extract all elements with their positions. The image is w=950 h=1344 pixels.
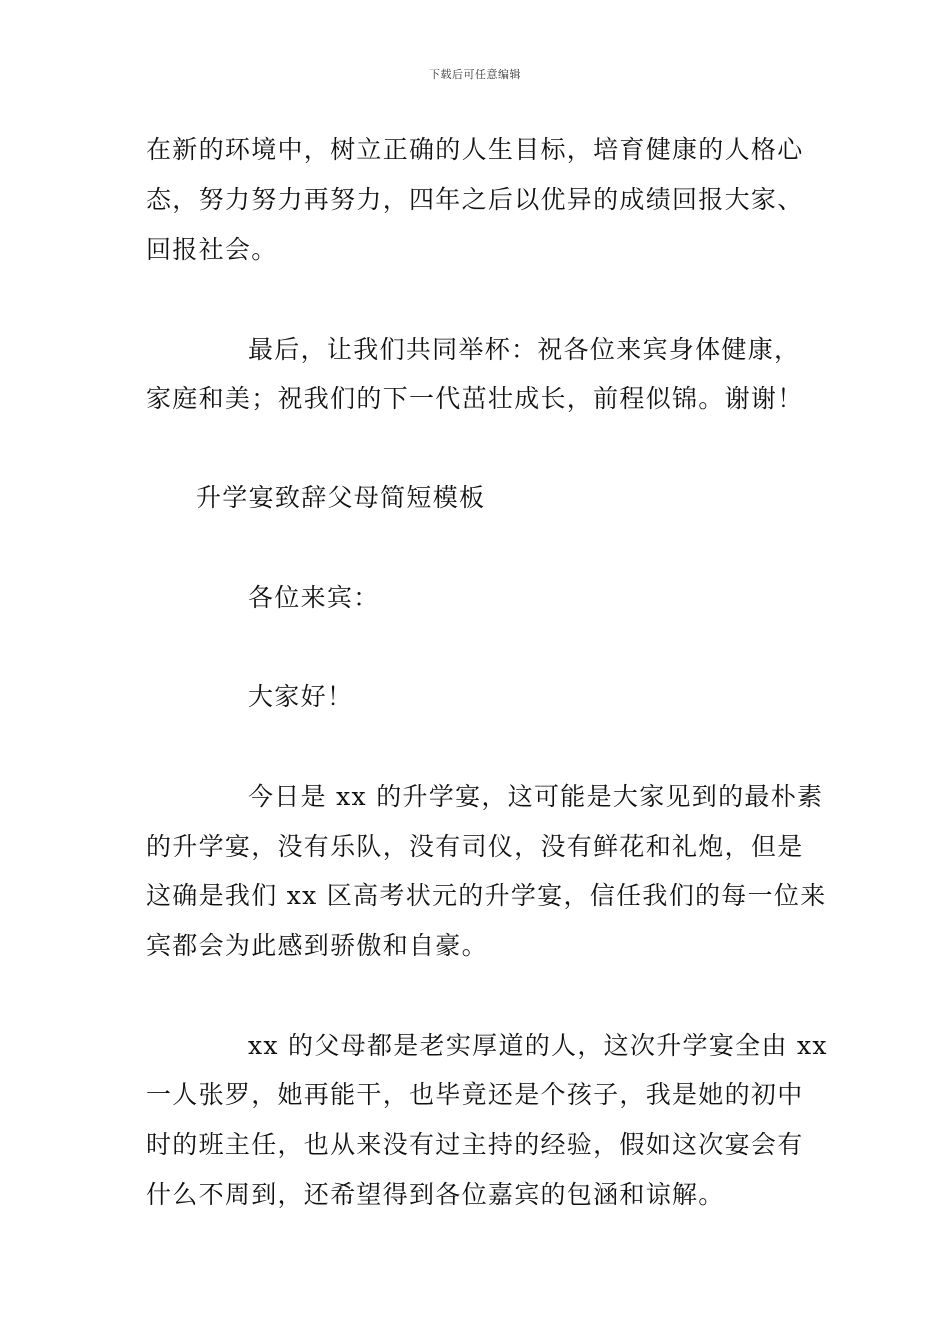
body-line: 的升学宴，没有乐队，没有司仪，没有鲜花和礼炮，但是: [146, 832, 804, 861]
body-line: xx 的父母都是老实厚道的人，这次升学宴全由 xx: [248, 1031, 828, 1060]
section-title: 升学宴致辞父母简短模板: [196, 483, 486, 512]
body-line: 这确是我们 xx 区高考状元的升学宴，信任我们的每一位来: [146, 881, 827, 910]
body-line: 时的班主任，也从来没有过主持的经验，假如这次宴会有: [146, 1130, 804, 1159]
salutation: 各位来宾：: [248, 583, 380, 612]
body-line: 家庭和美；祝我们的下一代茁壮成长，前程似锦。谢谢！: [146, 384, 804, 413]
body-line: 最后，让我们共同举杯：祝各位来宾身体健康，: [248, 335, 801, 364]
body-line: 什么不周到，还希望得到各位嘉宾的包涵和谅解。: [146, 1180, 725, 1209]
body-line: 一人张罗，她再能干，也毕竟还是个孩子，我是她的初中: [146, 1080, 804, 1109]
body-line: 今日是 xx 的升学宴，这可能是大家见到的最朴素: [248, 782, 824, 811]
body-line: 回报社会。: [146, 235, 278, 264]
page-header: 下载后可任意编辑: [429, 68, 521, 81]
greeting: 大家好！: [248, 682, 354, 711]
body-line: 态，努力努力再努力，四年之后以优异的成绩回报大家、: [146, 185, 804, 214]
body-line: 在新的环境中，树立正确的人生目标，培育健康的人格心: [146, 135, 804, 164]
body-line: 宾都会为此感到骄傲和自豪。: [146, 931, 488, 960]
